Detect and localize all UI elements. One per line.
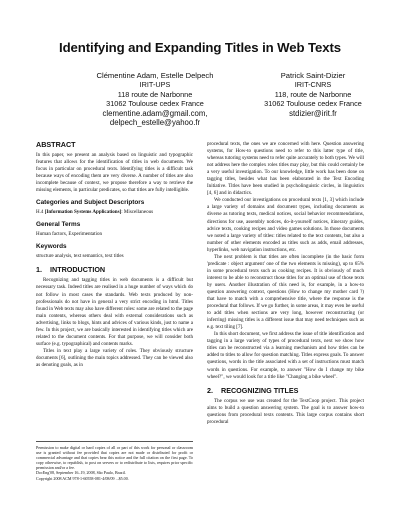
intro-paragraph-5: The next problem is that titles are often incomplete (in the basic form 'predicate : object argument' one of the two elements is missing), up to 65% in some procedural texts such as cooking recipes. It is obviously of much interest to be able to reconstruct those titles for an optimal use of those texts by users. Another illustration of this need is, for example, in a how-to question answering context, questions (How to change my mother card ?) that have to match with a comprehensive title, where the response is the procedural that follows. If we go further, in some areas, it may even be useful to add titles when sections are very long, however reconstructing (or inferring) missing titles is a different issue that may need techniques such as e.g. text tiling [7]. [207, 253, 364, 331]
general-terms-text: Human factors, Experimentation [36, 231, 103, 238]
author-email[interactable]: delpech_estelle@yahoo.fr [109, 118, 201, 128]
keywords-heading: Keywords [36, 243, 67, 251]
categories-text [36, 209, 193, 216]
category-rest: : Miscellaneous [121, 209, 154, 216]
author-affiliation: IRIT-CNRS [294, 80, 332, 90]
footnote-copyright: Copyright 2008 ACM 978-1-60558-081-4/08/09 ...$5.00. [36, 475, 129, 481]
section2-paragraph: The corpus we use was created for the TextCoop project. This project aims to build a question answering system. The goal is to answer how-to questions from procedural texts contents. This large corpus contains short procedural [207, 397, 364, 425]
author-email[interactable]: stdizier@irit.fr [289, 108, 337, 118]
author-city: 31062 Toulouse cedex France [106, 99, 204, 109]
category-name: [Information Systems Applications] [44, 209, 122, 216]
section-title: INTRODUCTION [50, 265, 106, 275]
abstract-text: In this paper, we present an analysis based on linguistic and typographic features that allows for the identification of titles in web documents. We focus in particular on procedural texts. Identifying titles is a difficult task because ways of encoding them are very diverse. A number of titles are also incomplete because of context, we propose therefore a way to retrieve the missing elements, in particular predicates, so that titles are fully intelligible. [36, 152, 193, 194]
section-number: 1. [36, 265, 42, 275]
intro-paragraph-3: procedural texts, the ones we are concerned with here. Question answering systems, for How-to questions need to refer to this latter type of title, whereas tutoring systems need to refer quite accurately to both types. We will not address here the complex roles titles may play, but this could certainly be a very useful investigation. To our knowledge, little work has been done on tagging titles, besides what has been elaborated in the Text Encoding Initiative. Titles have been studied in psycholinguistic circles, in linguistics [4, 6] and in didactics. [207, 141, 364, 197]
section-heading [207, 387, 364, 395]
section-number: 2. [207, 385, 213, 395]
author-block-2 [238, 71, 388, 118]
author-street: 118 route de Narbonne [117, 89, 193, 99]
general-terms-heading: General Terms [36, 221, 81, 229]
author-city: 31062 Toulouse cedex France [264, 99, 362, 109]
author-street: 118, route de Narbonne [274, 89, 352, 99]
keywords-text: structure analysis, text semantics, text titles [36, 253, 124, 260]
author-name: Patrick Saint-Dizier [280, 71, 346, 80]
left-column [36, 141, 193, 369]
footnote-permission: Permission to make digital or hard copies of all or part of this work for personal or classroom use is granted without fee provided that copies are not made or distributed for profit or commercial advantage and that copies bear this notice and the full citation on the first page. To copy otherwise, to republish, to post on servers or to redistribute to lists, requires prior specific permission and/or a fee. [36, 445, 193, 471]
footnote-conference: DocEng'08, September 16–19, 2008, São Paulo, Brazil. [36, 470, 126, 476]
intro-paragraph-1: Recognizing and tagging titles in web documents is a difficult but necessary task. Indeed titles are realised in a huge number of ways which do not follow in most cases the standards. Web texts produced by non-professionals do not have in general a very strict encoding in html. Titles found in Web texts may also have different roles: some are related to the page main contents, whereas others deal with external considerations such as advertising, links to blogs, hints and advices of various kinds, just to name a few. In this project, we are basically interested in identifying titles which are related to the document contents. For that purpose, we will consider both surface (e.g. typographical) and contents marks. [36, 277, 193, 347]
copyright-footnote [36, 441, 193, 481]
category-code: H.4 [36, 209, 45, 216]
author-name: Clémentine Adam, Estelle Delpech [96, 71, 214, 80]
right-column [207, 141, 364, 426]
abstract-heading: ABSTRACT [36, 140, 76, 149]
section-title: RECOGNIZING TITLES [221, 385, 299, 395]
intro-paragraph-4: We conducted our investigations on procedural texts [1, 3] which include a large variety of domains and document types, including documents as diverse as tutoring texts, medical notices, social behavior recommendations, directions for use, assembly notices, do-it-yourself notices, itinerary guides, advice texts, cooking recipes and video games solutions. In those documents we noted a large variety of titles: titles related to the text contents, but also a number of other elements encoded as titles such as adds, email addresses, hyperlinks, web navigation instructions, etc. [207, 197, 364, 253]
intro-paragraph-6: In this short document, we first address the issue of title identification and tagging in a large variety of types of procedural texts, next we show how titles can be reconstructed via a learning mechanism and how titles can be added to titles to allow for question matching. Titles express goals. To answer questions, words in the title associated with a set of instructions must match words in questions. For example, to answer "How do I change my bike wheel?", we would look for a title like "Changing a bike wheel". [207, 331, 364, 380]
author-affiliation: IRIT-UPS [139, 80, 171, 90]
intro-paragraph-2: Titles in text play a large variety of roles. They obviously structure documents [6], outlining the main topics addressed. They can be viewed also as denoting goals, as in [36, 347, 193, 368]
section-heading [36, 266, 193, 274]
categories-heading: Categories and Subject Descriptors [36, 199, 145, 207]
author-block-1 [70, 71, 240, 127]
paper-title: Identifying and Expanding Titles in Web Texts [59, 40, 341, 55]
author-email[interactable]: clementine.adam@gmail.com, [102, 108, 208, 118]
